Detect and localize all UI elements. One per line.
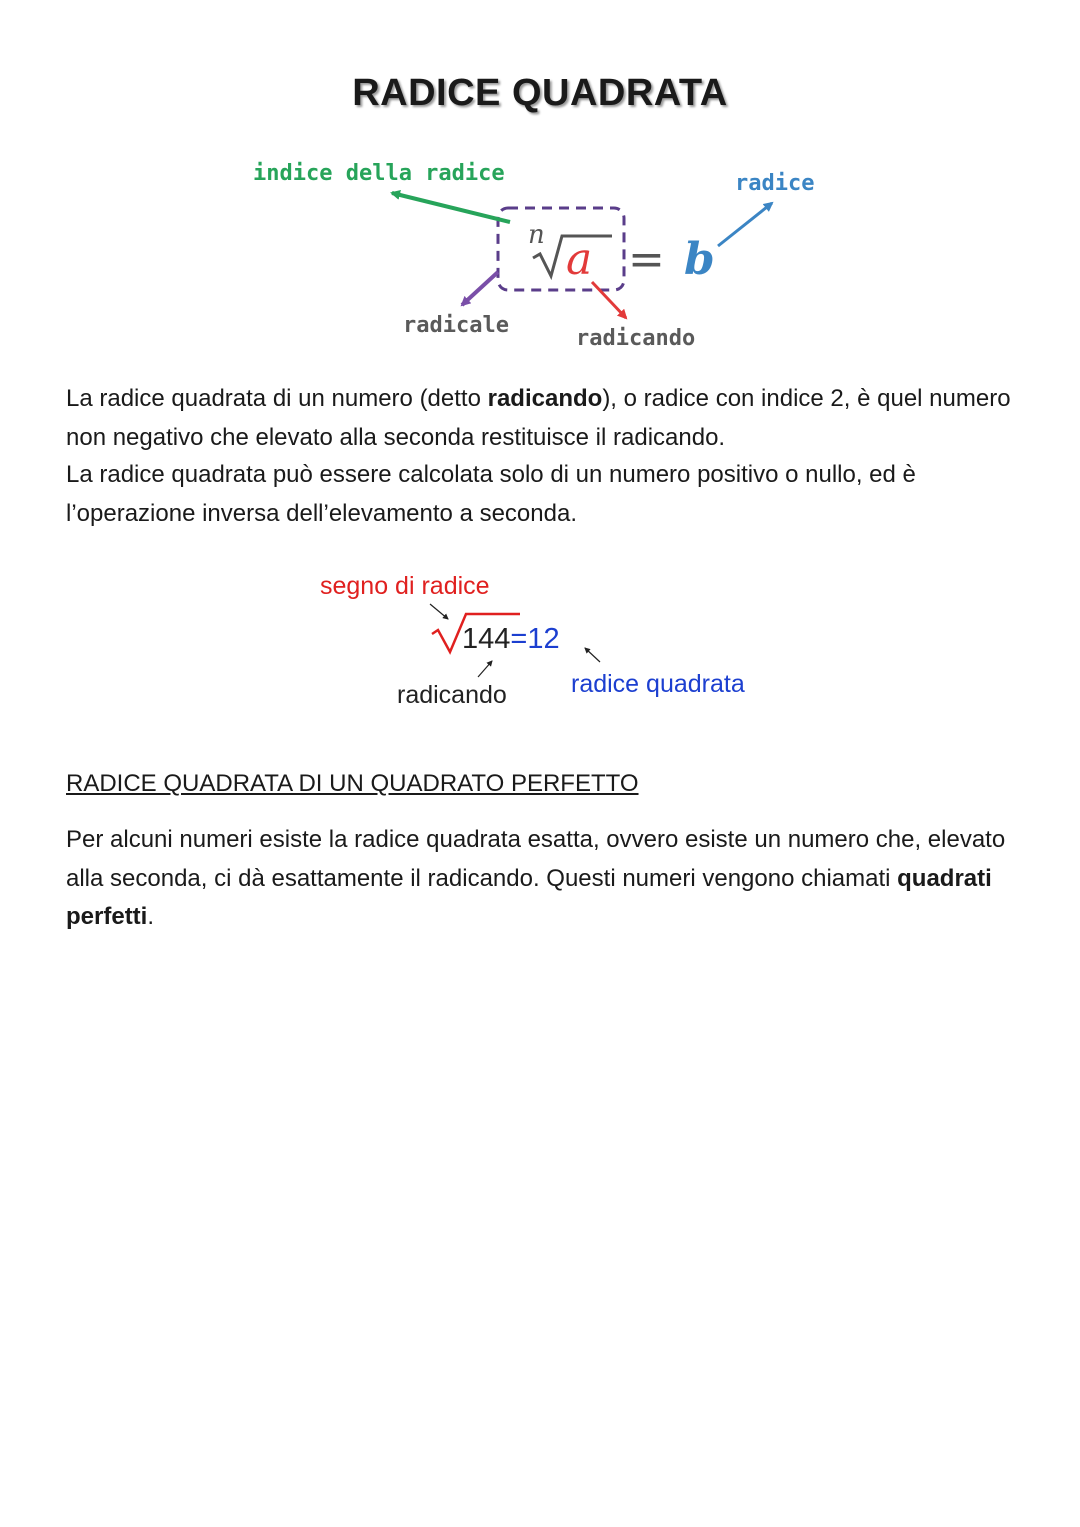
arrow-index [392, 193, 510, 222]
symbol-equals: = [628, 234, 665, 285]
label-radical: radicale [403, 313, 509, 338]
intro-paragraph-2: La radice quadrata può essere calcolata solo di un numero positivo o nullo, ed è l’operazione inversa dell’elevamento a seconda. [66, 461, 916, 527]
result-value: 12 [527, 623, 560, 655]
label-radicand-1: radicando [576, 326, 696, 351]
label-root-sign: segno di radice [320, 572, 490, 600]
intro-paragraph-1: La radice quadrata di un numero (detto radicando), o radice con indice 2, è quel numero non negativo che elevato alla seconda restituisce il radicando. [66, 385, 1011, 451]
arrow-radicand-2 [478, 661, 492, 677]
symbol-n: n [528, 220, 545, 250]
equals-sign: = [510, 623, 528, 655]
symbol-b: b [684, 234, 715, 285]
arrow-root-sign [430, 604, 448, 619]
arrow-root [718, 203, 772, 246]
label-radicand-2: radicando [397, 681, 507, 709]
label-root: radice [735, 171, 815, 196]
page-title: RADICE QUADRATA [352, 72, 728, 114]
arrow-square-root [585, 648, 600, 662]
section-heading: RADICE QUADRATA DI UN QUADRATO PERFETTO [66, 770, 639, 797]
expression [462, 623, 560, 655]
label-index-of-root: indice della radice [253, 161, 505, 186]
dashed-radical-box [498, 208, 624, 290]
symbol-a: a [566, 234, 593, 285]
section-paragraph: Per alcuni numeri esiste la radice quadrata esatta, ovvero esiste un numero che, elevato alla seconda, ci dà esattamente il radicando. Questi numeri vengono chiamati quadrati perfetti. [66, 826, 1006, 930]
label-square-root: radice quadrata [571, 670, 745, 698]
radicand-value: 144 [462, 623, 511, 655]
arrow-radical [462, 272, 498, 305]
root-notation-diagram [0, 0, 1080, 720]
